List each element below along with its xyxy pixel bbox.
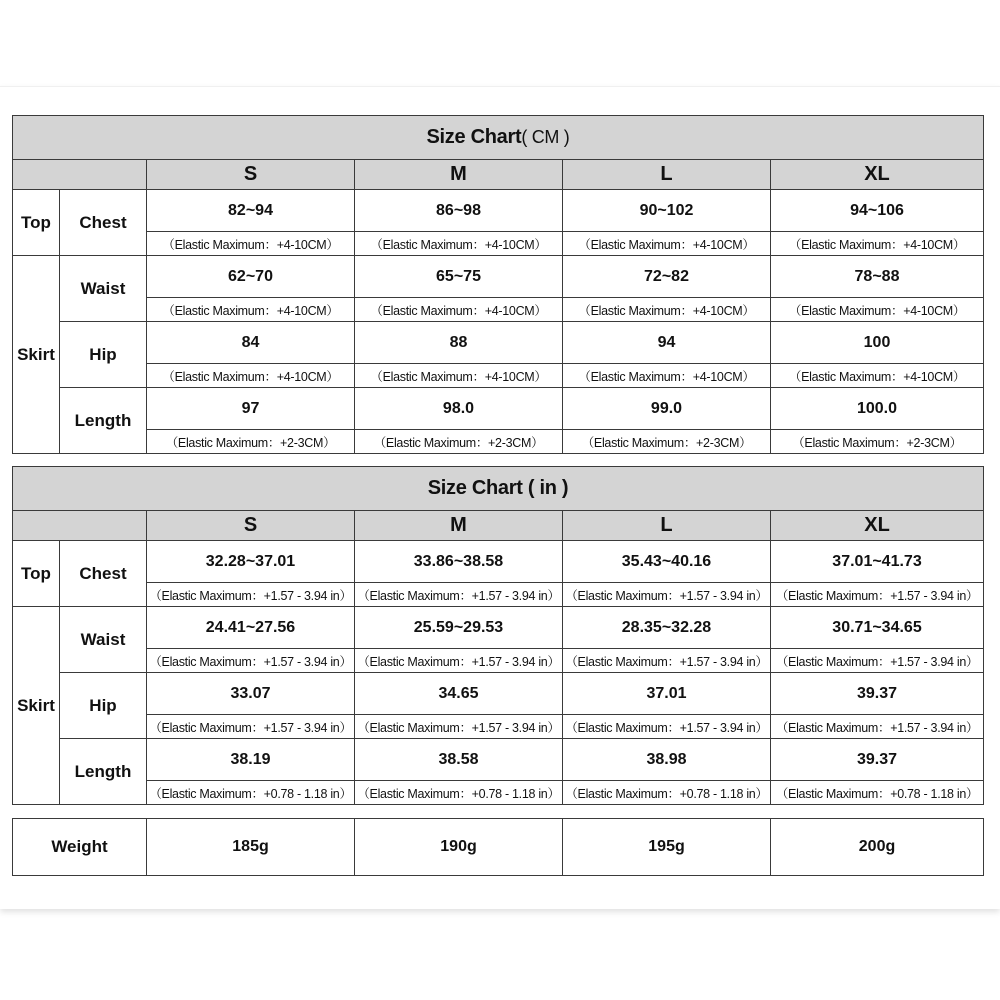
cm-elastic-note: （Elastic Maximum：+4-10CM） — [771, 364, 984, 388]
cm-value: 65~75 — [355, 256, 563, 298]
in-elastic-note: （Elastic Maximum：+0.78 - 1.18 in） — [355, 781, 563, 805]
cm-measure-hip: Hip — [60, 322, 147, 388]
in-value: 24.41~27.56 — [147, 607, 355, 649]
cm-value: 62~70 — [147, 256, 355, 298]
cm-value: 86~98 — [355, 190, 563, 232]
cm-elastic-note: （Elastic Maximum：+4-10CM） — [563, 298, 771, 322]
cm-measure-length: Length — [60, 388, 147, 454]
in-corner-cell — [13, 511, 147, 541]
in-measure-length: Length — [60, 739, 147, 805]
in-value: 35.43~40.16 — [563, 541, 771, 583]
size-chart-in-table — [12, 466, 984, 805]
in-measure-chest: Chest — [60, 541, 147, 607]
in-size-header-s: S — [147, 511, 355, 541]
in-category-skirt: Skirt — [13, 607, 60, 805]
cm-elastic-note: （Elastic Maximum：+2-3CM） — [563, 430, 771, 454]
cm-size-header-s: S — [147, 160, 355, 190]
in-measure-hip: Hip — [60, 673, 147, 739]
cm-category-skirt: Skirt — [13, 256, 60, 454]
in-value: 39.37 — [771, 739, 984, 781]
cm-elastic-note: （Elastic Maximum：+4-10CM） — [355, 298, 563, 322]
in-value: 33.07 — [147, 673, 355, 715]
cm-corner-cell — [13, 160, 147, 190]
cm-value: 94~106 — [771, 190, 984, 232]
cm-elastic-note: （Elastic Maximum：+2-3CM） — [771, 430, 984, 454]
cm-size-header-l: L — [563, 160, 771, 190]
weight-value-m: 190g — [355, 819, 563, 876]
in-elastic-note: （Elastic Maximum：+1.57 - 3.94 in） — [147, 583, 355, 607]
cm-elastic-note: （Elastic Maximum：+4-10CM） — [563, 232, 771, 256]
in-value: 39.37 — [771, 673, 984, 715]
cm-chart-title — [13, 116, 984, 160]
cm-value: 94 — [563, 322, 771, 364]
cm-elastic-note: （Elastic Maximum：+4-10CM） — [563, 364, 771, 388]
in-elastic-note: （Elastic Maximum：+0.78 - 1.18 in） — [147, 781, 355, 805]
in-chart-title-text: Size Chart — [427, 477, 523, 499]
in-elastic-note: （Elastic Maximum：+1.57 - 3.94 in） — [563, 649, 771, 673]
in-value: 37.01 — [563, 673, 771, 715]
cm-elastic-note: （Elastic Maximum：+4-10CM） — [355, 364, 563, 388]
in-value: 38.98 — [563, 739, 771, 781]
weight-label: Weight — [13, 819, 147, 876]
cm-value: 99.0 — [563, 388, 771, 430]
size-chart-cm-table — [12, 115, 984, 454]
in-value: 28.35~32.28 — [563, 607, 771, 649]
in-size-header-xl: XL — [771, 511, 984, 541]
in-value: 34.65 — [355, 673, 563, 715]
in-elastic-note: （Elastic Maximum：+1.57 - 3.94 in） — [355, 715, 563, 739]
in-elastic-note: （Elastic Maximum：+1.57 - 3.94 in） — [771, 583, 984, 607]
in-elastic-note: （Elastic Maximum：+1.57 - 3.94 in） — [771, 649, 984, 673]
in-value: 25.59~29.53 — [355, 607, 563, 649]
in-category-top: Top — [13, 541, 60, 607]
cm-elastic-note: （Elastic Maximum：+4-10CM） — [147, 364, 355, 388]
cm-value: 72~82 — [563, 256, 771, 298]
cm-chart-unit: ( CM ) — [521, 127, 570, 147]
in-value: 37.01~41.73 — [771, 541, 984, 583]
cm-value: 100 — [771, 322, 984, 364]
in-value: 30.71~34.65 — [771, 607, 984, 649]
cm-chart-title-text: Size Chart — [426, 126, 522, 148]
cm-value: 100.0 — [771, 388, 984, 430]
cm-elastic-note: （Elastic Maximum：+4-10CM） — [147, 298, 355, 322]
in-elastic-note: （Elastic Maximum：+1.57 - 3.94 in） — [563, 583, 771, 607]
in-measure-waist: Waist — [60, 607, 147, 673]
in-elastic-note: （Elastic Maximum：+1.57 - 3.94 in） — [771, 715, 984, 739]
in-value: 32.28~37.01 — [147, 541, 355, 583]
weight-value-xl: 200g — [771, 819, 984, 876]
weight-table — [12, 818, 984, 876]
cm-measure-waist: Waist — [60, 256, 147, 322]
weight-value-l: 195g — [563, 819, 771, 876]
cm-value: 78~88 — [771, 256, 984, 298]
in-value: 38.19 — [147, 739, 355, 781]
in-elastic-note: （Elastic Maximum：+1.57 - 3.94 in） — [147, 715, 355, 739]
in-chart-unit: ( in ) — [527, 477, 569, 499]
cm-size-header-m: M — [355, 160, 563, 190]
cm-value: 82~94 — [147, 190, 355, 232]
in-size-header-m: M — [355, 511, 563, 541]
in-size-header-l: L — [563, 511, 771, 541]
in-value: 38.58 — [355, 739, 563, 781]
in-elastic-note: （Elastic Maximum：+1.57 - 3.94 in） — [355, 649, 563, 673]
cm-elastic-note: （Elastic Maximum：+2-3CM） — [147, 430, 355, 454]
cm-value: 98.0 — [355, 388, 563, 430]
cm-elastic-note: （Elastic Maximum：+2-3CM） — [355, 430, 563, 454]
cm-value: 90~102 — [563, 190, 771, 232]
cm-value: 84 — [147, 322, 355, 364]
cm-elastic-note: （Elastic Maximum：+4-10CM） — [147, 232, 355, 256]
weight-value-s: 185g — [147, 819, 355, 876]
cm-elastic-note: （Elastic Maximum：+4-10CM） — [771, 232, 984, 256]
cm-size-header-xl: XL — [771, 160, 984, 190]
cm-value: 97 — [147, 388, 355, 430]
in-chart-title — [13, 467, 984, 511]
in-elastic-note: （Elastic Maximum：+0.78 - 1.18 in） — [771, 781, 984, 805]
in-elastic-note: （Elastic Maximum：+0.78 - 1.18 in） — [563, 781, 771, 805]
cm-value: 88 — [355, 322, 563, 364]
cm-measure-chest: Chest — [60, 190, 147, 256]
cm-elastic-note: （Elastic Maximum：+4-10CM） — [771, 298, 984, 322]
cm-elastic-note: （Elastic Maximum：+4-10CM） — [355, 232, 563, 256]
cm-category-top: Top — [13, 190, 60, 256]
in-elastic-note: （Elastic Maximum：+1.57 - 3.94 in） — [147, 649, 355, 673]
in-elastic-note: （Elastic Maximum：+1.57 - 3.94 in） — [563, 715, 771, 739]
in-value: 33.86~38.58 — [355, 541, 563, 583]
in-elastic-note: （Elastic Maximum：+1.57 - 3.94 in） — [355, 583, 563, 607]
